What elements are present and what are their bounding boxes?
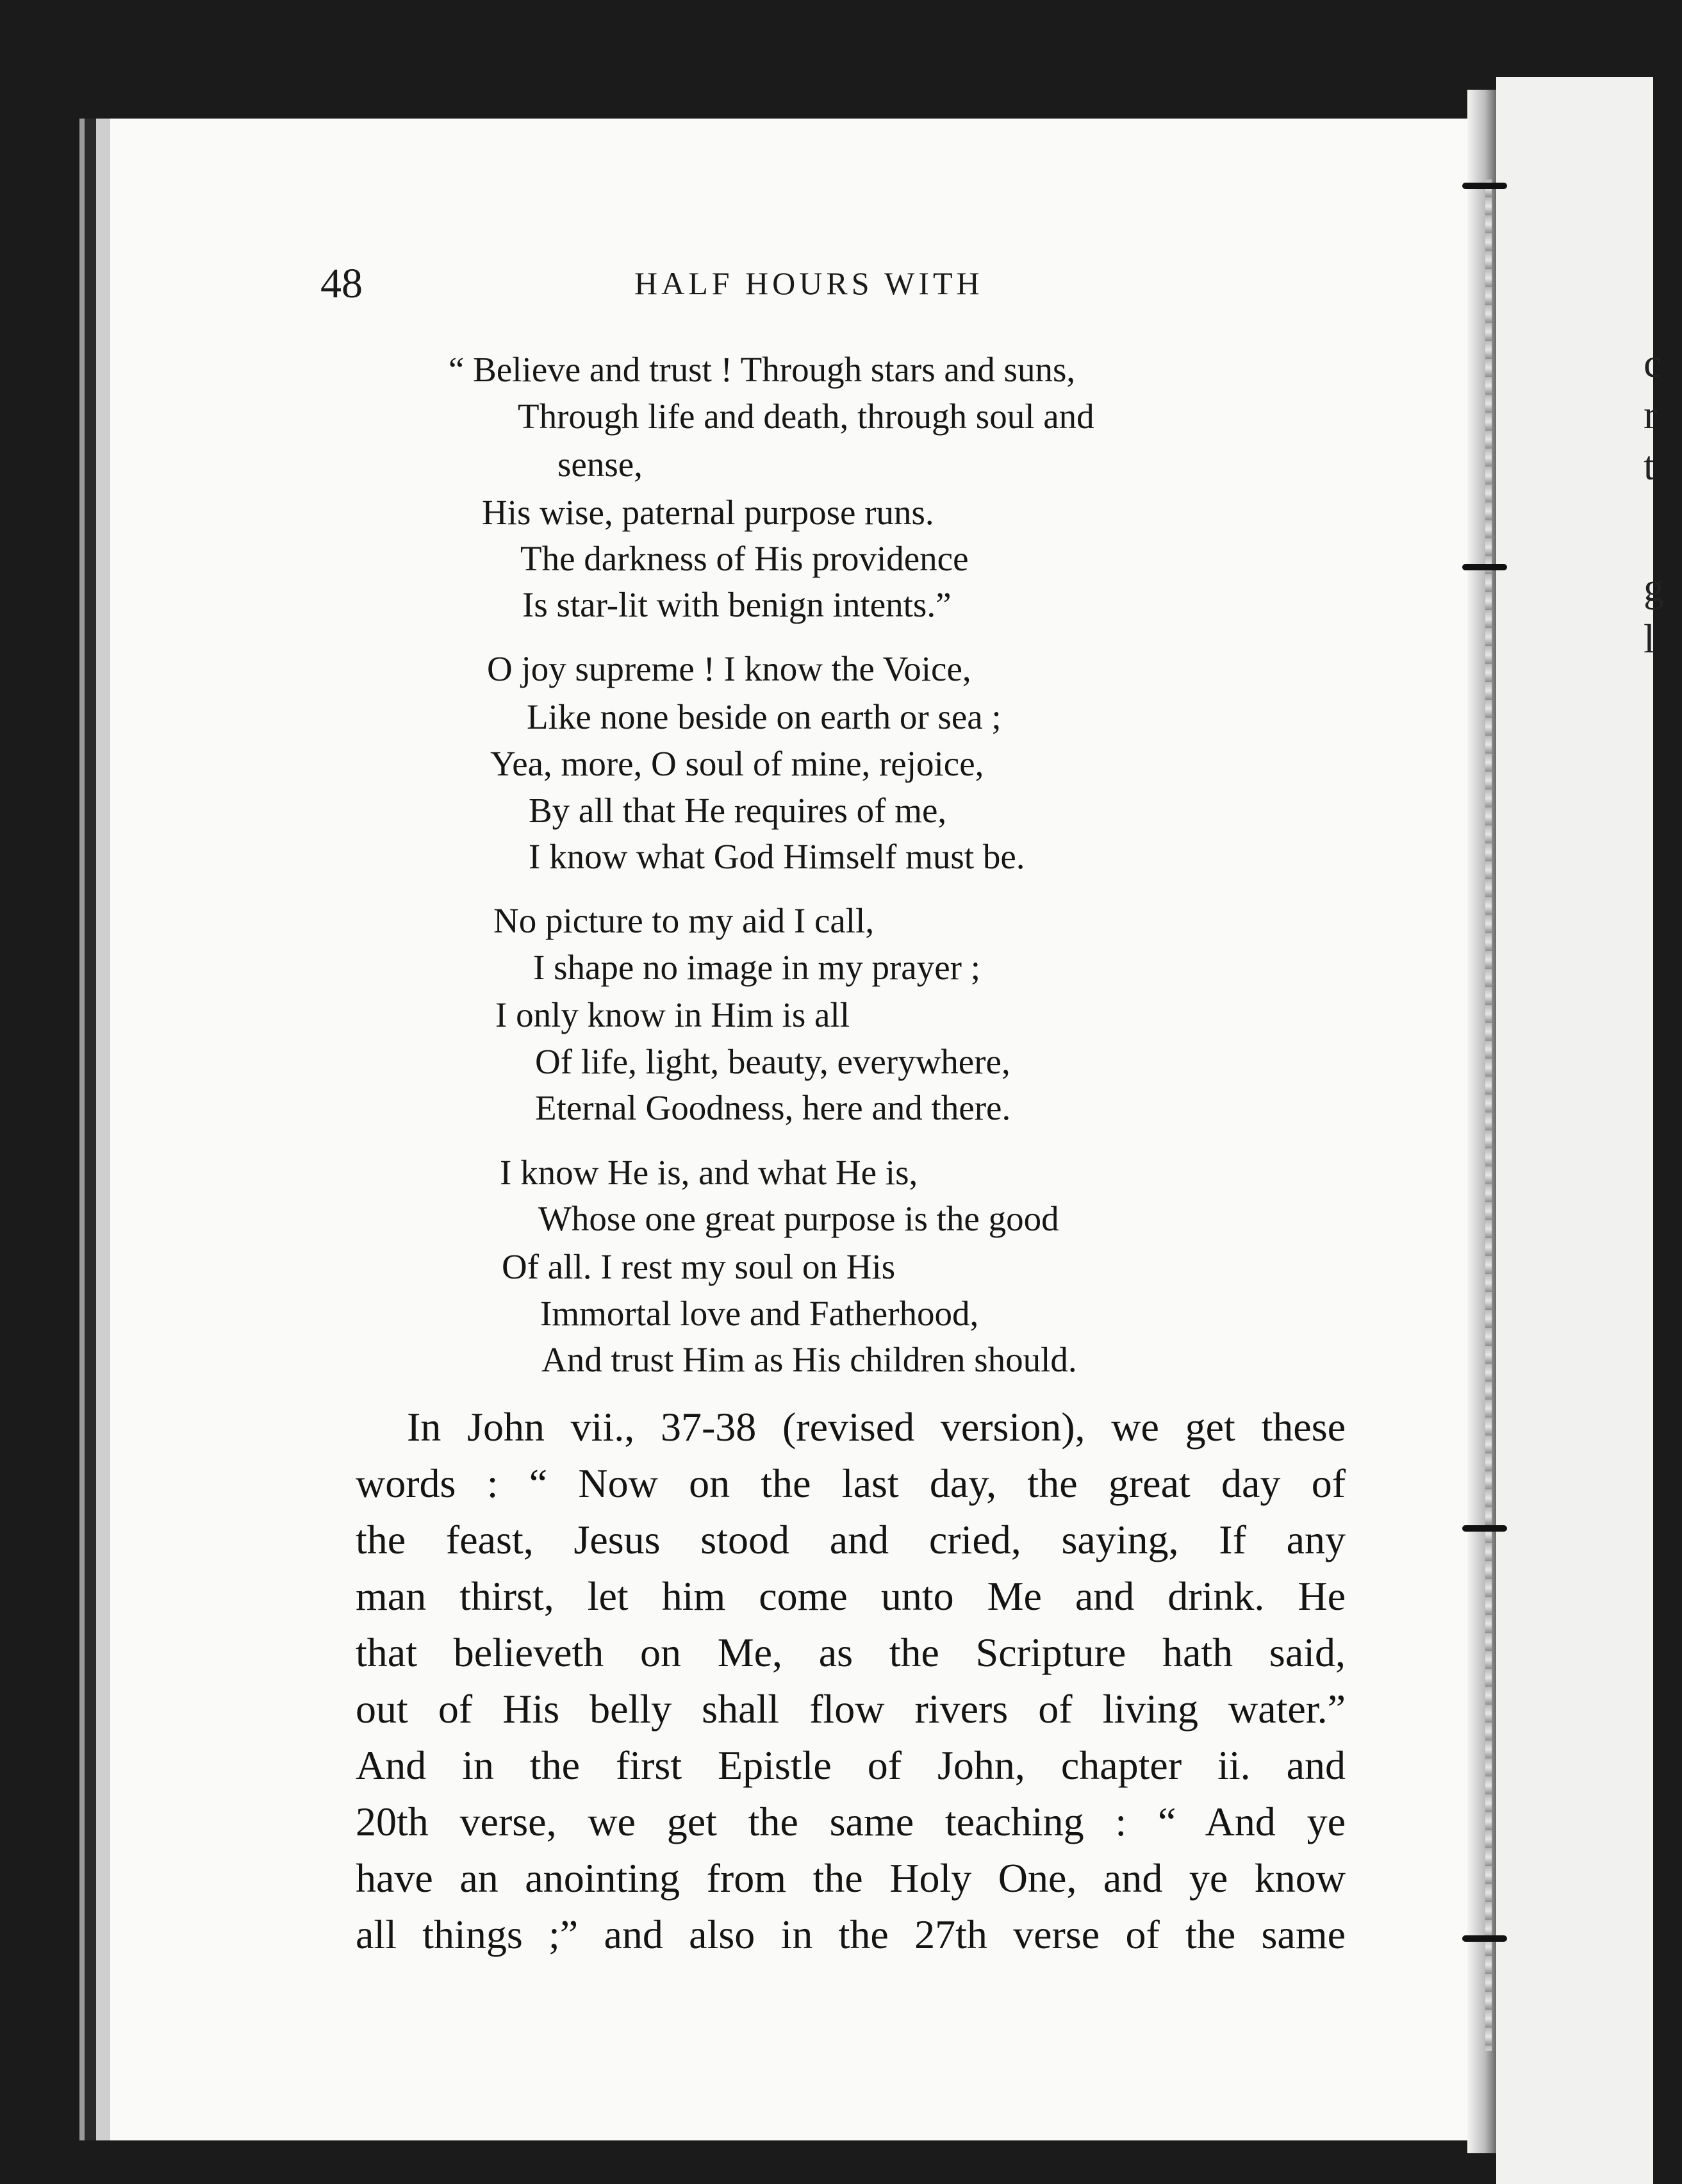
poem-line: I know He is, and what He is, (500, 1153, 918, 1192)
prose-line: all things ;” and also in the 27th verse of the same (356, 1912, 1346, 1957)
poem-line: O joy supreme ! I know the Voice, (487, 649, 971, 688)
poem-line: I shape no image in my prayer ; (533, 948, 980, 987)
poem-line: His wise, paternal purpose runs. (482, 493, 934, 532)
poem-line: Of all. I rest my soul on His (502, 1247, 896, 1286)
poem-line: “ Believe and trust ! Through stars and suns, (449, 350, 1076, 389)
adjacent-page-fragment: t (1644, 443, 1655, 488)
binding-stitch (1462, 183, 1507, 189)
prose-line: In John vii., 37-38 (revised version), we get these (407, 1404, 1346, 1450)
prose-line: out of His belly shall flow rivers of living water.” (356, 1686, 1346, 1732)
prose-line: that believeth on Me, as the Scripture hath said, (356, 1630, 1346, 1675)
adjacent-page-fragment: c (1644, 340, 1662, 386)
prose-line: 20th verse, we get the same teaching : “ And ye (356, 1799, 1346, 1844)
prose-line: man thirst, let him come unto Me and drink. He (356, 1573, 1346, 1619)
adjacent-page-fragment: g (1644, 565, 1664, 610)
adjacent-page-fragment: r (1644, 392, 1658, 437)
poem-line: Eternal Goodness, here and there. (535, 1088, 1011, 1127)
poem-line: I only know in Him is all (495, 995, 850, 1034)
poem-line: Of life, light, beauty, everywhere, (535, 1042, 1010, 1081)
adjacent-page-fragment: l (1644, 616, 1655, 661)
prose-line: have an anointing from the Holy One, and ye know (356, 1855, 1346, 1901)
adjacent-page (1496, 77, 1664, 2184)
page-number: 48 (320, 260, 363, 307)
prose-line: And in the first Epistle of John, chapter ii. and (356, 1742, 1346, 1788)
binding-stitch (1462, 1935, 1507, 1942)
prose-line: the feast, Jesus stood and cried, saying, If any (356, 1517, 1346, 1562)
poem-line: No picture to my aid I call, (493, 901, 875, 940)
poem-line: sense, (557, 445, 643, 484)
binding-stitch (1462, 1525, 1507, 1532)
poem-line: By all that He requires of me, (529, 791, 947, 830)
page-fore-edge (1467, 90, 1496, 2153)
poem-line: Immortal love and Fatherhood, (540, 1294, 979, 1333)
poem-line: Through life and death, through soul and (518, 397, 1094, 436)
poem-line: Like none beside on earth or sea ; (527, 697, 1002, 736)
poem-line: The darkness of His providence (520, 539, 969, 578)
poem-line: Yea, more, O soul of mine, rejoice, (490, 744, 984, 783)
poem-line: And trust Him as His children should. (541, 1340, 1077, 1379)
binding-cord (1485, 179, 1492, 2051)
poem-line: Whose one great purpose is the good (538, 1199, 1059, 1238)
running-head-title: HALF HOURS WITH (634, 265, 984, 301)
poem-line: Is star-lit with benign intents.” (522, 585, 952, 624)
poem-line: I know what God Himself must be. (529, 837, 1025, 876)
binding-stitch (1462, 564, 1507, 570)
running-head (320, 260, 1320, 311)
prose-line: words : “ Now on the last day, the great day of (356, 1460, 1346, 1506)
